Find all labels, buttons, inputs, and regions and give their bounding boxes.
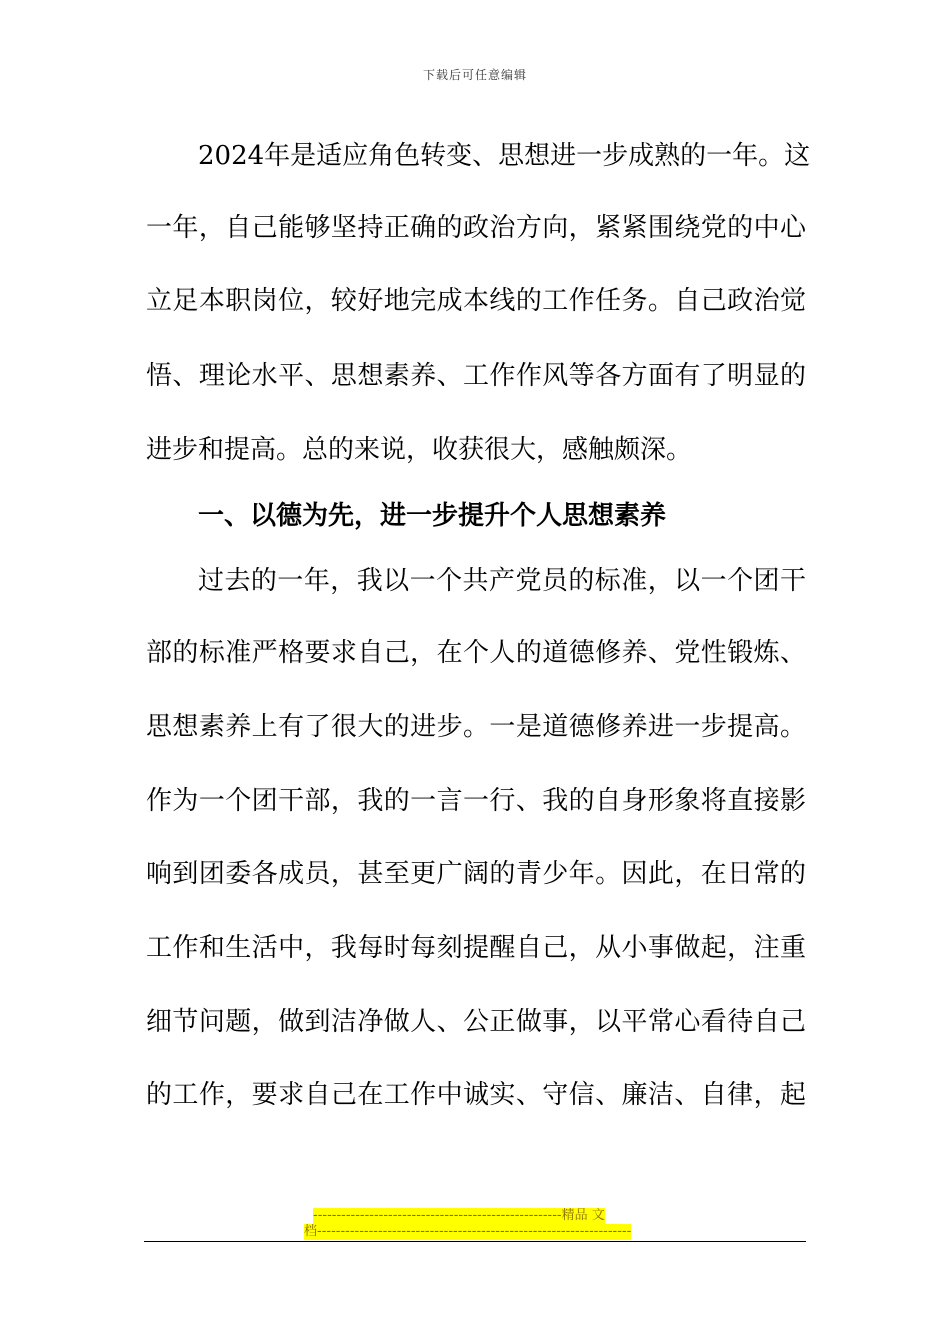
paragraph-line: 细节问题，做到洁净做人、公正做事，以平常心看待自己: [146, 1007, 806, 1037]
paragraph-line: 立足本职岗位，较好地完成本线的工作任务。自己政治觉: [146, 286, 806, 316]
paragraph-line: 悟、理论水平、思想素养、工作作风等各方面有了明显的: [146, 361, 806, 391]
paragraph-line: 的工作，要求自己在工作中诚实、守信、廉洁、自律，起: [146, 1080, 806, 1110]
footer-watermark-line1: -----------------------------------------------------精品 文: [313, 1208, 605, 1223]
section-heading: 一、以德为先，进一步提升个人思想素养: [198, 501, 667, 531]
paragraph-line: 一年，自己能够坚持正确的政治方向，紧紧围绕党的中心: [146, 213, 806, 243]
paragraph-line: 作为一个团干部，我的一言一行、我的自身形象将直接影: [146, 786, 806, 816]
page-header-note: 下载后可任意编辑: [422, 68, 527, 82]
paragraph-line: 进步和提高。总的来说，收获很大，感触颇深。: [146, 435, 693, 465]
paragraph-line: 2024年是适应角色转变、思想进一步成熟的一年。这: [198, 141, 811, 171]
footer-watermark-line2: 档-------------------------------------------------------------------: [304, 1224, 632, 1239]
paragraph-line: 响到团委各成员，甚至更广阔的青少年。因此，在日常的: [146, 859, 806, 889]
paragraph-line: 思想素养上有了很大的进步。一是道德修养进一步提高。: [146, 712, 806, 742]
footer-divider: [144, 1241, 806, 1242]
paragraph-line: 工作和生活中，我每时每刻提醒自己，从小事做起，注重: [146, 933, 806, 963]
paragraph-line: 部的标准严格要求自己，在个人的道德修养、党性锻炼、: [146, 638, 806, 668]
paragraph-line: 过去的一年，我以一个共产党员的标准，以一个团干: [198, 566, 806, 596]
